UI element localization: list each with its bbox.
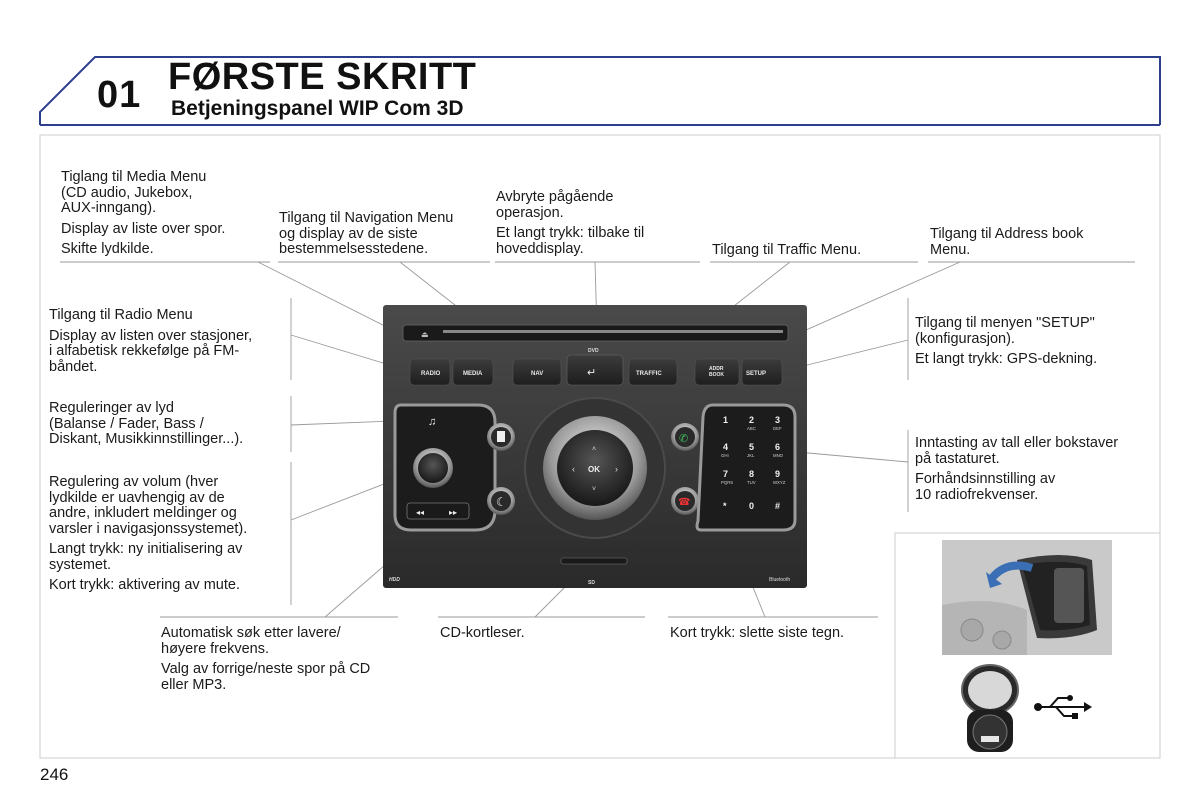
keypad-letters: GHI <box>721 453 729 458</box>
chapter-title: FØRSTE SKRITT <box>168 56 477 98</box>
callout-radio-line2: Display av listen over stasjoner, i alfabetisk rekkefølge på FM- båndet. <box>49 327 253 375</box>
callout-volume-line2: Langt trykk: ny initialisering av systemet. <box>49 541 243 573</box>
keypad-digit: 7 <box>723 469 729 479</box>
callout-cd-reader-line1: CD-kortleser. <box>440 625 525 641</box>
phone-pickup-icon: ✆ <box>679 433 689 445</box>
keypad-digit: 5 <box>749 442 755 452</box>
callout-sound <box>49 401 289 453</box>
keypad-key[interactable] <box>747 442 755 458</box>
ok-button[interactable]: OK <box>588 465 600 474</box>
callout-radio <box>49 308 289 380</box>
callout-seek-line2: Valg av forrige/neste spor på CD eller MP3. <box>161 661 371 693</box>
keypad-letters: PQRS <box>721 480 734 485</box>
volume-knob[interactable] <box>413 448 453 488</box>
button-nav[interactable] <box>513 359 561 385</box>
callout-media-line2: Display av liste over spor. <box>61 220 226 237</box>
callout-seek-line1: Automatisk søk etter lavere/ høyere frekvens. <box>161 625 341 657</box>
dvd-logo: DVD <box>588 348 599 354</box>
seek-forward-icon[interactable]: ▸▸ <box>449 508 458 517</box>
button-traffic-label: TRAFFIC <box>636 371 662 377</box>
eject-icon[interactable]: ⏏ <box>421 330 429 339</box>
usb-compartment-photo <box>942 540 1112 655</box>
page-subtitle: Betjeningspanel WIP Com 3D <box>171 97 464 120</box>
button-call[interactable] <box>671 423 699 451</box>
keypad-digit: 4 <box>723 442 729 452</box>
callout-volume-line1: Regulering av volum (hver lydkilde er uavhengig av de andre, inkludert meldinger og varsler i navigasjonssystemet). <box>49 474 248 537</box>
button-abc[interactable] <box>487 423 515 451</box>
callout-delete <box>670 626 880 647</box>
keypad-key[interactable] <box>723 415 728 425</box>
callout-media-line3: Skifte lydkilde. <box>61 241 154 257</box>
usb-icon <box>1032 692 1092 722</box>
phone-hangup-icon: ☎ <box>678 497 691 508</box>
callout-traffic-line1: Tilgang til Traffic Menu. <box>712 242 862 258</box>
callout-sound-line1: Reguleringer av lyd (Balanse / Fader, Bass / Diskant, Musikkinnstillinger...). <box>49 400 244 447</box>
back-icon: ↵ <box>587 367 597 379</box>
keypad-digit: * <box>723 501 727 511</box>
callout-traffic <box>712 243 912 264</box>
keypad-letters: JKL <box>747 453 755 458</box>
button-radio[interactable] <box>410 359 450 385</box>
button-media-label: MEDIA <box>463 371 483 377</box>
document-icon <box>497 431 505 442</box>
right-arrow-icon[interactable]: › <box>615 464 618 474</box>
callout-volume-line3: Kort trykk: aktivering av mute. <box>49 577 240 593</box>
moon-icon: ☾ <box>496 495 507 509</box>
chapter-number: 01 <box>97 74 142 116</box>
keypad-letters: ABC <box>747 426 756 431</box>
keypad-digit: # <box>775 501 781 511</box>
callout-keypad <box>915 436 1155 508</box>
keypad-letters: MNO <box>773 453 784 458</box>
button-setup[interactable] <box>742 359 782 385</box>
keypad-key[interactable] <box>775 501 780 511</box>
button-night-mode[interactable] <box>487 487 515 515</box>
callout-delete-line1: Kort trykk: slette siste tegn. <box>670 625 845 641</box>
sound-settings-button[interactable]: ♫ <box>428 416 437 428</box>
callout-radio-line1: Tilgang til Radio Menu <box>49 307 193 323</box>
keypad-digit: 8 <box>749 469 755 479</box>
keypad-digit: 3 <box>775 415 781 425</box>
usb-socket-image <box>955 660 1025 755</box>
bluetooth-logo: Bluetooth <box>769 577 791 583</box>
callout-keypad-line2: Forhåndsinnstilling av 10 radiofrekvenser. <box>915 471 1056 503</box>
keypad-letters: WXYZ <box>773 480 786 485</box>
sd-card-slot[interactable] <box>561 558 627 564</box>
keypad-digit: 6 <box>775 442 781 452</box>
button-hangup[interactable] <box>671 487 699 515</box>
keypad-letters: TUV <box>747 480 756 485</box>
keypad-digit: 0 <box>749 501 755 511</box>
callout-setup-line2: Et langt trykk: GPS-dekning. <box>915 351 1098 367</box>
callout-volume <box>49 475 289 599</box>
button-address-book-label1: ADDR <box>709 366 724 372</box>
down-arrow-icon[interactable]: ˅ <box>592 486 597 493</box>
callout-abort <box>496 190 701 262</box>
seek-backward-icon[interactable]: ◂◂ <box>416 508 425 517</box>
callout-cd-reader <box>440 626 640 647</box>
button-address-book[interactable] <box>695 359 739 385</box>
button-setup-label: SETUP <box>746 371 767 377</box>
navigation-dial[interactable] <box>525 398 665 538</box>
callout-setup-line1: Tilgang til menyen "SETUP" (konfigurasjon). <box>915 315 1095 347</box>
callout-address-book-line1: Tilgang til Address book Menu. <box>930 226 1084 258</box>
button-back[interactable] <box>567 355 623 385</box>
button-media[interactable] <box>453 359 493 385</box>
page-number: 246 <box>40 765 69 784</box>
callout-seek <box>161 626 401 698</box>
sd-logo: SD <box>588 580 595 586</box>
keypad-digit: 1 <box>723 415 729 425</box>
keypad-letters: DEF <box>773 426 782 431</box>
callout-navigation-line1: Tilgang til Navigation Menu og display av de siste bestemmelsesstedene. <box>279 210 454 257</box>
callout-media-line1: Tiglang til Media Menu (CD audio, Jukebox, AUX-inngang). <box>61 169 207 216</box>
callout-address-book <box>930 227 1135 263</box>
button-address-book-label2: BOOK <box>709 372 724 378</box>
callout-keypad-line1: Inntasting av tall eller bokstaver på tastaturet. <box>915 435 1119 467</box>
callout-abort-line1: Avbryte pågående operasjon. <box>496 189 614 221</box>
button-nav-label: NAV <box>531 371 544 377</box>
button-radio-label: RADIO <box>421 371 441 377</box>
keypad-key[interactable] <box>749 501 754 511</box>
keypad-key[interactable] <box>721 442 729 458</box>
left-arrow-icon[interactable]: ‹ <box>572 464 575 474</box>
callout-setup <box>915 316 1155 373</box>
callout-media <box>61 170 276 263</box>
keypad-digit: 9 <box>775 469 781 479</box>
keypad-digit: 2 <box>749 415 755 425</box>
keypad-key[interactable] <box>723 501 727 511</box>
up-arrow-icon[interactable]: ˄ <box>592 446 597 453</box>
callout-abort-line2: Et langt trykk: tilbake til hoveddisplay. <box>496 225 645 257</box>
button-traffic[interactable] <box>629 359 677 385</box>
hdd-logo: HDD <box>389 577 400 583</box>
control-panel <box>383 305 807 588</box>
callout-navigation <box>279 211 494 263</box>
seek-buttons[interactable] <box>407 503 469 519</box>
